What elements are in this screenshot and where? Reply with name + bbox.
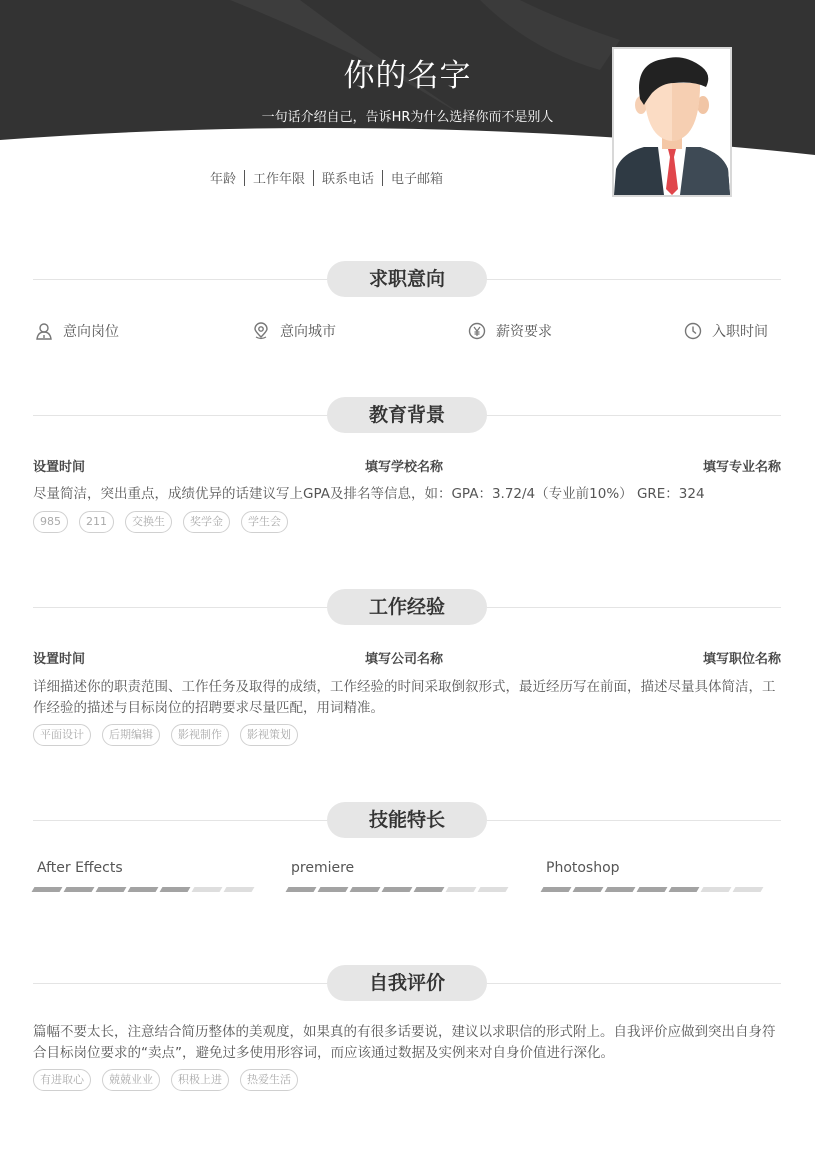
skill-name: premiere [291,860,355,876]
contact-work-years: 工作年限 [253,172,306,187]
intent-position-label: 意向岗位 [63,324,119,340]
skill-level-segment [192,887,223,892]
intent-city [252,321,336,341]
skill-level-segment [64,887,95,892]
skill-level-segment [350,887,381,892]
skill-level-segment [160,887,191,892]
skill-item [287,860,512,892]
skill-level-segment [669,887,700,892]
tag: 奖学金 [183,511,230,533]
work-position: 填写职位名称 [702,652,781,667]
skill-level-segment [318,887,349,892]
section-intent-title: 求职意向 [327,261,487,297]
tag: 兢兢业业 [102,1069,160,1091]
skill-name: Photoshop [546,860,620,876]
divider [313,170,314,186]
skill-level-bar [542,887,767,892]
skill-level-segment [605,887,636,892]
avatar[interactable] [612,47,732,197]
skill-level-segment [224,887,255,892]
tag: 积极上进 [171,1069,229,1091]
skill-level-bar [287,887,512,892]
intent-position [35,321,119,341]
contact-row [210,168,443,187]
education-time: 设置时间 [33,460,86,475]
skill-level-segment [541,887,572,892]
intent-salary [468,321,552,341]
intent-start-date [684,321,768,341]
section-intent-header [33,261,781,297]
tag: 学生会 [241,511,288,533]
section-skills-header [33,802,781,838]
skill-name: After Effects [37,860,123,876]
skill-level-segment [573,887,604,892]
education-school: 填写学校名称 [365,460,444,475]
person-icon [35,322,53,340]
intent-city-label: 意向城市 [280,324,336,340]
tag: 影视制作 [171,724,229,746]
skill-level-segment [637,887,668,892]
yen-icon [468,322,486,340]
location-icon [252,322,270,340]
section-work-header [33,589,781,625]
education-major: 填写专业名称 [702,460,781,475]
tag: 影视策划 [240,724,298,746]
contact-age: 年龄 [210,172,237,187]
work-description: 详细描述你的职责范围、工作任务及取得的成绩，工作经验的时间采取倒叙形式，最近经历写在前面，描述尽量具体简洁，工作经验的描述与目标岗位的招聘要求尽量匹配，用词精准。 [33,679,776,716]
section-skills-title: 技能特长 [327,802,487,838]
skill-level-segment [414,887,445,892]
work-tags [33,724,309,746]
intent-start-date-label: 入职时间 [712,324,768,340]
clock-icon [684,322,702,340]
tag: 985 [33,511,68,533]
resume-tagline: 一句话介绍自己，告诉HR为什么选择你而不是别人 [261,110,554,125]
contact-phone: 联系电话 [322,172,375,187]
education-tags [33,511,299,533]
skill-level-segment [96,887,127,892]
skill-level-segment [478,887,509,892]
tag: 后期编辑 [102,724,160,746]
work-time: 设置时间 [33,652,86,667]
section-self-eval-title: 自我评价 [327,965,487,1001]
skill-level-segment [286,887,317,892]
education-description: 尽量简洁，突出重点，成绩优异的话建议写上GPA及排名等信息，如：GPA：3.72/4（专业前10%） GRE：324 [33,486,705,502]
resume-name: 你的名字 [343,58,472,94]
tag: 交换生 [125,511,172,533]
self-eval-description: 篇幅不要太长，注意结合简历整体的美观度，如果真的有很多话要说，建议以求职信的形式附上。自我评价应做到突出自身符合目标岗位要求的“卖点”，避免过多使用形容词，而应该通过数据及实例来对自身价值进行深化。 [33,1024,776,1061]
skill-level-segment [446,887,477,892]
divider [382,170,383,186]
skill-level-segment [32,887,63,892]
section-self-eval-header [33,965,781,1001]
tag: 211 [79,511,114,533]
section-education-title: 教育背景 [327,397,487,433]
skill-level-segment [701,887,732,892]
tag: 有进取心 [33,1069,91,1091]
skill-level-bar [33,887,258,892]
skill-level-segment [128,887,159,892]
section-work-title: 工作经验 [327,589,487,625]
skill-item [33,860,258,892]
skill-item [542,860,767,892]
intent-salary-label: 薪资要求 [496,324,552,340]
skill-level-segment [733,887,764,892]
tag: 热爱生活 [240,1069,298,1091]
skill-level-segment [382,887,413,892]
contact-email: 电子邮箱 [391,172,444,187]
section-education-header [33,397,781,433]
work-company: 填写公司名称 [365,652,444,667]
tag: 平面设计 [33,724,91,746]
self-eval-tags [33,1069,309,1091]
divider [244,170,245,186]
